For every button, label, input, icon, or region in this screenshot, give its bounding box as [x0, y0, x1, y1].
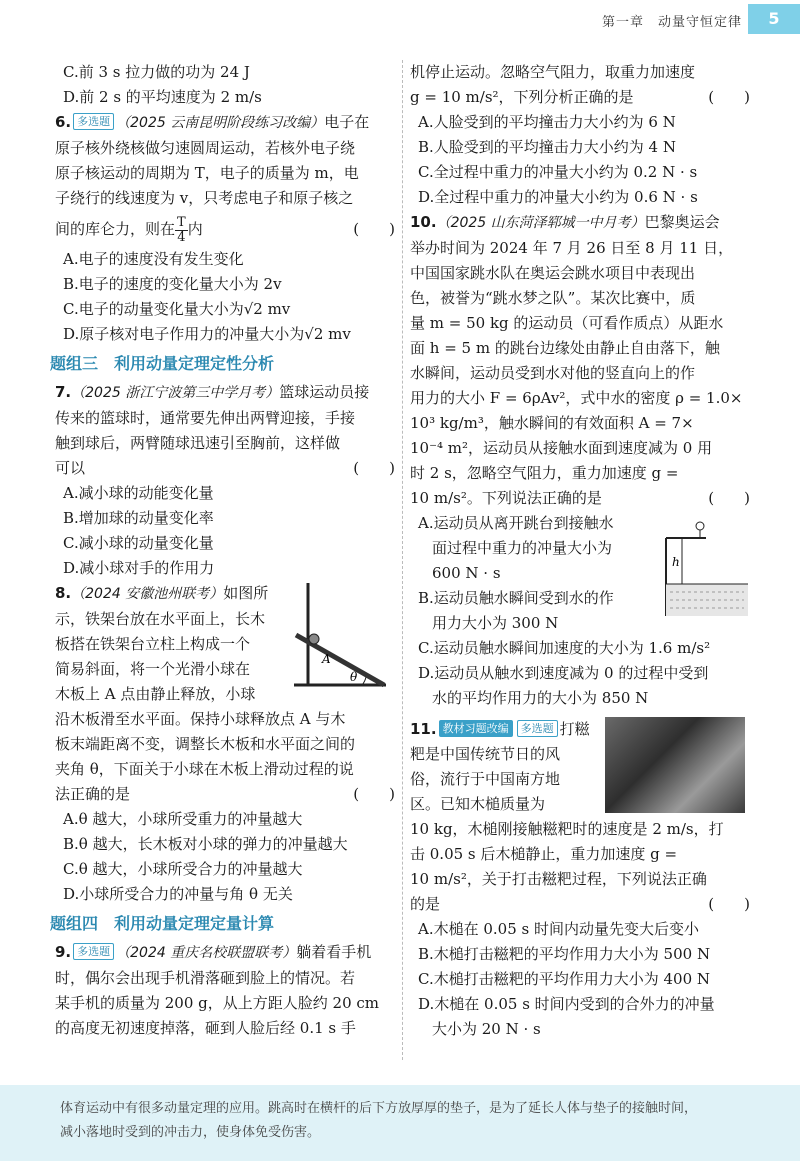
- fraction-t-over-4: [175, 216, 188, 245]
- q11-option: 大小为 20 N · s: [432, 1020, 541, 1038]
- q7-option: B.增加球的动量变化率: [63, 509, 214, 527]
- q8-line: 沿木板滑至水平面。保持小球释放点 A 与木: [55, 710, 346, 728]
- q10-line: 10³ kg/m³，触水瞬间的有效面积 A = 7×: [410, 414, 694, 432]
- q8-line: 板搭在铁架台立柱上构成一个: [55, 635, 251, 653]
- right-column: [410, 60, 750, 1042]
- q9-line: g = 10 m/s²，下列分析正确的是: [410, 88, 634, 106]
- q6-option: A.电子的速度没有发生变化: [63, 250, 244, 268]
- q8-option: D.小球所受合力的冲量与角 θ 无关: [63, 885, 293, 903]
- q8-line: 板末端距离不变，调整长木板和水平面之间的: [55, 735, 356, 753]
- q6-line: 电子在: [324, 113, 370, 131]
- q10-line: 10 m/s²。下列说法正确的是: [410, 489, 602, 507]
- q11-number: 11.: [410, 720, 437, 738]
- q10-line: 用力的大小 F = 6ρAv²，式中水的密度 ρ = 1.0×: [410, 389, 743, 407]
- page-number: 5: [748, 4, 800, 34]
- q7-line: 触到球后，两臂随球迅速引至胸前，这样做: [55, 434, 341, 452]
- group-title-3: 题组三 利用动量定理定性分析: [50, 354, 275, 373]
- q6-line: 原子核外绕核做匀速圆周运动，若核外电子绕: [55, 139, 356, 157]
- q9-option: C.全过程中重力的冲量大小约为 0.2 N · s: [418, 163, 698, 181]
- left-column: [50, 60, 395, 1041]
- q7-line: 篮球运动员接: [279, 383, 370, 401]
- q10-line: 色，被誉为“跳水梦之队”。某次比赛中，质: [410, 289, 696, 307]
- q6-line: 原子核运动的周期为 T，电子的质量为 m，电: [55, 164, 359, 182]
- column-divider: [402, 60, 404, 1060]
- q8-number: 8.: [55, 584, 72, 602]
- answer-paren: ( ): [353, 459, 395, 477]
- q8-option: B.θ 越大，长木板对小球的弹力的冲量越大: [63, 835, 348, 853]
- q9-tag: 多选题: [73, 943, 114, 960]
- q10-option: 水的平均作用力的大小为 850 N: [432, 689, 649, 707]
- q7-option: A.减小球的动能变化量: [63, 484, 214, 502]
- q7-line: 可以: [55, 459, 86, 477]
- q6-line: 子绕行的线速度为 v，只考虑电子和原子核之: [55, 189, 354, 207]
- q6-number: 6.: [55, 113, 72, 131]
- frac-numerator: T: [177, 214, 186, 230]
- q11-option: C.木槌打击糍粑的平均作用力大小为 400 N: [418, 970, 711, 988]
- answer-paren: ( ): [708, 88, 750, 106]
- question-10: [410, 210, 750, 711]
- mochi-pounding-photo: [605, 717, 745, 813]
- q7-option: D.减小球对手的作用力: [63, 559, 215, 577]
- q9-option: A.人脸受到的平均撞击力大小约为 6 N: [418, 113, 676, 131]
- chapter-title: 第一章 动量守恒定律: [601, 15, 742, 30]
- q11-tag-multi: 多选题: [517, 720, 558, 737]
- q11-option: A.木槌在 0.05 s 时间内动量先变大后变小: [418, 920, 700, 938]
- page-header: [0, 0, 800, 42]
- q8-source: （2024 安徽池州联考）: [71, 586, 224, 602]
- question-9: [55, 940, 395, 1041]
- q7-line: 传来的篮球时，通常要先伸出两臂迎接，手接: [55, 409, 356, 427]
- q6-line: 内: [187, 220, 203, 238]
- q5-option-d: D.前 2 s 的平均速度为 2 m/s: [63, 88, 262, 106]
- q9-line: 躺着看手机: [296, 943, 372, 961]
- q9-line: 的高度无初速度掉落，砸到人脸后经 0.1 s 手: [55, 1019, 356, 1037]
- q11-line: 区。已知木槌质量为: [410, 795, 546, 813]
- q9-line: 某手机的质量为 200 g，从上方距人脸约 20 cm: [55, 994, 380, 1012]
- q9-number: 9.: [55, 943, 72, 961]
- q10-source: （2025 山东菏泽郓城一中月考）: [436, 215, 645, 231]
- q6-option: D.原子核对电子作用力的冲量大小为√2 mv: [63, 325, 351, 343]
- q10-line: 举办时间为 2024 年 7 月 26 日至 8 月 11 日，: [410, 239, 734, 257]
- q10-option: 600 N · s: [432, 564, 501, 582]
- q11-option: D.木槌在 0.05 s 时间内受到的合外力的冲量: [418, 995, 715, 1013]
- q8-line: 简易斜面，将一个光滑小球在: [55, 660, 251, 678]
- q6-option: B.电子的速度的变化量大小为 2v: [63, 275, 282, 293]
- q7-number: 7.: [55, 383, 72, 401]
- q9-option: B.人脸受到的平均撞击力大小约为 4 N: [418, 138, 676, 156]
- q10-line: 巴黎奥运会: [644, 213, 720, 231]
- q10-option: D.运动员从触水到速度减为 0 的过程中受到: [418, 664, 709, 682]
- q11-line: 打糍: [559, 720, 590, 738]
- figure-label-a: A: [322, 652, 331, 666]
- footer-note: [0, 1085, 800, 1161]
- footer-line: 减小落地时受到的冲击力，使身体免受伤害。: [60, 1125, 321, 1140]
- question-6: [55, 110, 395, 347]
- q9-line: 机停止运动。忽略空气阻力，取重力加速度: [410, 63, 696, 81]
- q7-source: （2025 浙江宁波第三中学月考）: [71, 385, 280, 401]
- group-title-4: 题组四 利用动量定理定量计算: [50, 914, 275, 933]
- incline-figure: [290, 581, 390, 691]
- q9-source: （2024 重庆名校联盟联考）: [116, 945, 297, 961]
- q11-line: 粑是中国传统节日的风: [410, 745, 561, 763]
- q11-line: 击 0.05 s 后木槌静止，重力加速度 g =: [410, 845, 678, 863]
- q5-option-c: C.前 3 s 拉力做的功为 24 J: [63, 63, 250, 81]
- q6-line: 间的库仑力，则在: [55, 220, 176, 238]
- q10-line: 时 2 s，忽略空气阻力，重力加速度 g =: [410, 464, 679, 482]
- figure-label-h: h: [672, 555, 680, 569]
- q8-line: 法正确的是: [55, 785, 131, 803]
- footer-line: 体育运动中有很多动量定理的应用。跳高时在横杆的后下方放厚厚的垫子，是为了延长人体与垫子的接触时间，: [60, 1101, 698, 1116]
- question-7: [55, 380, 395, 581]
- diving-figure: [660, 520, 750, 620]
- q8-option: C.θ 越大，小球所受合力的冲量越大: [63, 860, 303, 878]
- q10-line: 量 m = 50 kg 的运动员（可看作质点）从距水: [410, 314, 724, 332]
- q10-line: 水瞬间，运动员受到水对他的竖直向上的作: [410, 364, 696, 382]
- answer-paren: ( ): [708, 489, 750, 507]
- q8-line: 示，铁架台放在水平面上，长木: [55, 610, 266, 628]
- q11-line: 俗，流行于中国南方地: [410, 770, 561, 788]
- answer-paren: ( ): [353, 785, 395, 803]
- q10-option: A.运动员从离开跳台到接触水: [418, 514, 614, 532]
- figure-label-theta: θ: [350, 670, 358, 684]
- q10-option: 用力大小为 300 N: [432, 614, 559, 632]
- q11-line: 的是: [410, 895, 441, 913]
- q7-option: C.减小球的动量变化量: [63, 534, 214, 552]
- q6-option: C.电子的动量变化量大小为√2 mv: [63, 300, 291, 318]
- q10-line: 中国国家跳水队在奥运会跳水项目中表现出: [410, 264, 696, 282]
- q10-option: B.运动员触水瞬间受到水的作: [418, 589, 614, 607]
- q11-option: B.木槌打击糍粑的平均作用力大小为 500 N: [418, 945, 711, 963]
- q10-number: 10.: [410, 213, 437, 231]
- q8-line: 木板上 A 点由静止释放，小球: [55, 685, 256, 703]
- question-11: [410, 717, 750, 1042]
- q8-option: A.θ 越大，小球所受重力的冲量越大: [63, 810, 303, 828]
- q10-option: C.运动员触水瞬间加速度的大小为 1.6 m/s²: [418, 639, 711, 657]
- q10-line: 10⁻⁴ m²，运动员从接触水面到速度减为 0 用: [410, 439, 713, 457]
- q10-option: 面过程中重力的冲量大小为: [432, 539, 613, 557]
- q6-source: （2025 云南昆明阶段练习改编）: [116, 115, 325, 131]
- answer-paren: ( ): [708, 895, 750, 913]
- q8-line: 如图所: [223, 584, 269, 602]
- q8-line: 夹角 θ，下面关于小球在木板上滑动过程的说: [55, 760, 354, 778]
- q11-tag-textbook: 教材习题改编: [439, 720, 513, 737]
- q9-line: 时，偶尔会出现手机滑落砸到脸上的情况。若: [55, 969, 356, 987]
- q6-tag: 多选题: [73, 113, 114, 130]
- frac-denominator: 4: [177, 229, 186, 245]
- q10-line: 面 h = 5 m 的跳台边缘处由静止自由落下，触: [410, 339, 720, 357]
- question-8: [55, 581, 395, 907]
- q11-line: 10 kg，木槌刚接触糍粑时的速度是 2 m/s，打: [410, 820, 724, 838]
- q9-option: D.全过程中重力的冲量大小约为 0.6 N · s: [418, 188, 698, 206]
- q11-line: 10 m/s²，关于打击糍粑过程，下列说法正确: [410, 870, 707, 888]
- answer-paren: ( ): [353, 220, 395, 238]
